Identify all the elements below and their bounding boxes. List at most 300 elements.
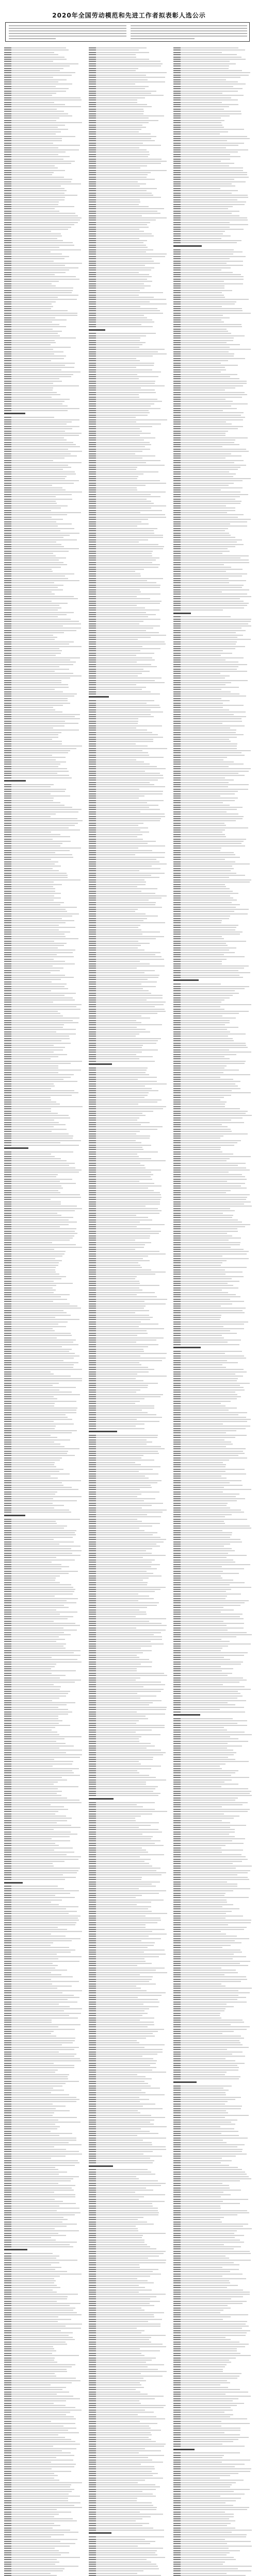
nominee-name — [89, 489, 96, 490]
nominee-entry — [4, 2097, 76, 2098]
nominee-name — [4, 2441, 11, 2442]
nominee-entry — [4, 306, 53, 307]
nominee-name — [4, 1038, 11, 1039]
nominee-entry — [4, 530, 60, 531]
nominee-entry — [4, 669, 69, 670]
nominee-name — [89, 927, 96, 928]
nominee-entry — [4, 693, 77, 694]
nominee-name — [4, 2044, 11, 2045]
nominee-name — [4, 2548, 11, 2549]
nominee-name — [89, 421, 96, 422]
nominee-name — [4, 1866, 11, 1867]
nominee-entry — [4, 272, 66, 273]
nominee-name — [4, 535, 11, 536]
nominee-name — [89, 1806, 96, 1807]
nominee-entry — [89, 195, 153, 196]
nominee-entry — [89, 1952, 144, 1953]
nominee-entry — [4, 1507, 54, 1509]
nominee-entry — [4, 1448, 79, 1449]
nominee-entry — [89, 2541, 155, 2542]
nominee-entry — [89, 1106, 166, 1107]
nominee-name — [89, 918, 96, 919]
nominee-entry — [4, 183, 81, 184]
nominee-entry — [89, 2078, 152, 2079]
nominee-name — [89, 850, 96, 851]
nominee-entry — [4, 77, 53, 78]
nominee-entry — [89, 961, 140, 962]
nominee-entry — [89, 1224, 165, 1225]
nominee-name — [89, 669, 96, 670]
nominee-name — [173, 145, 181, 146]
nominee-name — [4, 628, 11, 629]
nominee-name — [4, 1992, 11, 1993]
nominee-entry — [4, 1090, 74, 1091]
intro-line — [131, 36, 247, 37]
nominee-entry — [89, 2106, 143, 2107]
nominee-entry — [89, 183, 146, 184]
nominee-entry — [89, 888, 157, 889]
nominee-entry — [4, 1718, 58, 1719]
nominee-name — [89, 156, 96, 157]
nominee-name — [4, 761, 11, 762]
nominee-entry — [4, 1281, 54, 1282]
nominee-name — [4, 870, 11, 871]
nominee-entry — [89, 784, 154, 785]
nominee-entry — [173, 292, 222, 293]
nominee-name — [89, 2237, 96, 2238]
nominee-name — [89, 2371, 96, 2372]
nominee-name — [89, 1863, 96, 1864]
nominee-name — [89, 616, 96, 617]
nominee-name — [4, 1709, 11, 1710]
nominee-name — [89, 1408, 96, 1409]
nominee-entry — [4, 1866, 54, 1867]
nominee-entry — [4, 650, 62, 651]
nominee-entry — [89, 1262, 138, 1263]
nominee-entry — [89, 1303, 166, 1304]
nominee-entry — [89, 2416, 156, 2417]
nominee-name — [4, 431, 11, 432]
nominee-entry — [4, 961, 65, 962]
nominee-entry — [173, 261, 243, 262]
nominee-entry — [4, 1707, 58, 1708]
nominee-name — [89, 1727, 96, 1728]
nominee-name — [4, 1900, 11, 1901]
nominee-name — [4, 201, 11, 202]
nominee-name — [4, 1371, 11, 1372]
nominee-entry — [89, 1228, 151, 1229]
nominee-entry — [89, 1199, 160, 1200]
nominee-entry — [4, 1757, 80, 1758]
nominee-entry — [89, 841, 156, 842]
nominee-entry — [4, 392, 57, 393]
nominee-name — [4, 941, 11, 942]
nominee-entry — [4, 408, 79, 409]
nominee-entry — [4, 1956, 82, 1957]
nominee-entry — [89, 2292, 139, 2293]
nominee-name — [173, 97, 181, 98]
nominee-entry — [89, 1752, 166, 1753]
nominee-name — [4, 521, 11, 522]
nominee-entry — [89, 2455, 164, 2456]
nominee-entry — [89, 526, 137, 527]
nominee-entry — [89, 1480, 162, 1481]
nominee-entry — [4, 1244, 76, 1245]
nominee-entry — [89, 2076, 146, 2077]
nominee-name — [89, 1537, 96, 1538]
nominee-entry — [4, 310, 68, 311]
nominee-entry — [89, 761, 144, 762]
nominee-name — [4, 1521, 11, 1522]
nominee-entry — [4, 1342, 73, 1343]
nominee-name — [89, 800, 96, 801]
nominee-entry — [4, 1530, 76, 1531]
nominee-name — [4, 1494, 11, 1495]
nominee-name — [89, 1015, 96, 1016]
nominee-entry — [89, 306, 140, 307]
nominee-name — [89, 1825, 96, 1826]
nominee-entry — [4, 1274, 59, 1275]
nominee-entry — [4, 1054, 67, 1055]
nominee-entry — [89, 403, 154, 404]
nominee-name — [4, 1806, 11, 1807]
nominee-name — [89, 793, 96, 794]
nominee-entry — [89, 2208, 158, 2209]
nominee-entry — [4, 2287, 60, 2288]
nominee-name — [89, 970, 96, 971]
nominee-entry — [4, 1401, 76, 1402]
nominee-entry — [4, 165, 55, 166]
nominee-name — [89, 1777, 96, 1778]
nominee-entry — [89, 1578, 149, 1579]
nominee-entry — [4, 1188, 63, 1189]
nominee-name — [89, 1165, 96, 1166]
nominee-name — [4, 2342, 11, 2343]
nominee-entry — [4, 102, 54, 103]
nominee-entry — [89, 2056, 142, 2057]
nominee-name — [89, 374, 96, 375]
nominee-entry — [4, 1897, 75, 1898]
nominee-entry — [4, 1303, 70, 1304]
nominee-name — [4, 1548, 11, 1549]
nominee-name — [4, 2505, 11, 2506]
nominee-name — [89, 2235, 96, 2236]
nominee-entry — [89, 1609, 139, 1611]
nominee-entry — [4, 839, 53, 840]
nominee-name — [89, 791, 96, 792]
nominee-entry — [173, 251, 243, 252]
nominee-name — [4, 1827, 11, 1828]
nominee-name — [173, 156, 181, 157]
nominee-name — [4, 2330, 11, 2331]
nominee-entry — [89, 1251, 159, 1252]
nominee-name — [173, 54, 181, 55]
nominee-name — [89, 129, 96, 130]
nominee-entry — [4, 709, 55, 710]
nominee-entry — [89, 977, 158, 978]
nominee-name — [4, 807, 11, 808]
nominee-name — [89, 2509, 96, 2510]
nominee-entry — [4, 489, 66, 490]
nominee-name — [89, 836, 96, 837]
nominee-entry — [89, 365, 154, 366]
nominee-name — [4, 911, 11, 912]
nominee-name — [89, 2559, 96, 2560]
nominee-name — [89, 578, 96, 579]
nominee-entry — [173, 229, 244, 230]
nominee-entry — [4, 691, 63, 692]
nominee-entry — [4, 730, 79, 731]
nominee-name — [89, 2342, 96, 2343]
nominee-entry — [4, 1081, 77, 1082]
nominee-entry — [4, 671, 55, 672]
nominee-name — [89, 1231, 96, 1232]
nominee-name — [89, 1877, 96, 1878]
nominee-name — [89, 1587, 96, 1588]
nominee-entry — [4, 653, 61, 654]
nominee-name — [89, 2092, 96, 2093]
nominee-name — [4, 136, 11, 137]
nominee-name — [4, 1582, 11, 1583]
nominee-name — [4, 916, 11, 917]
nominee-name — [4, 204, 11, 205]
nominee-entry — [89, 1258, 143, 1259]
nominee-name — [89, 2303, 96, 2304]
nominee-name — [89, 1394, 96, 1395]
nominee-name — [89, 2455, 96, 2456]
nominee-entry — [173, 54, 237, 55]
nominee-entry — [89, 614, 156, 615]
nominee-entry — [89, 659, 155, 660]
nominee-name — [4, 1750, 11, 1751]
nominee-entry — [4, 317, 55, 318]
nominee-entry — [89, 253, 167, 255]
nominee-entry — [89, 954, 155, 955]
nominee-entry — [89, 2496, 156, 2497]
nominee-name — [89, 2262, 96, 2263]
nominee-name — [4, 2432, 11, 2433]
nominee-entry — [4, 340, 55, 341]
nominee-name — [4, 752, 11, 753]
nominee-name — [4, 816, 11, 817]
nominee-name — [89, 807, 96, 808]
nominee-name — [4, 2360, 11, 2361]
nominee-entry — [89, 467, 137, 468]
nominee-name — [4, 1482, 11, 1483]
nominee-name — [4, 1111, 11, 1112]
nominee-name — [4, 533, 11, 534]
nominee-entry — [89, 673, 142, 674]
nominee-entry — [89, 1568, 157, 1569]
nominee-name — [89, 1417, 96, 1418]
nominee-entry — [173, 72, 250, 73]
nominee-name — [4, 125, 11, 126]
nominee-name — [89, 1716, 96, 1717]
nominee-entry — [173, 57, 241, 58]
nominee-name — [4, 2060, 11, 2061]
nominee-entry — [89, 802, 147, 803]
nominee-entry — [4, 480, 79, 481]
nominee-name — [173, 201, 181, 202]
nominee-name — [89, 555, 96, 556]
nominee-entry — [4, 91, 66, 92]
nominee-name — [89, 1904, 96, 1905]
nominee-name — [4, 2013, 11, 2014]
nominee-entry — [4, 677, 70, 679]
nominee-entry — [89, 2543, 150, 2544]
nominee-name — [4, 1426, 11, 1427]
nominee-name — [4, 1222, 11, 1223]
nominee-name — [4, 965, 11, 967]
nominee-entry — [4, 251, 51, 252]
section-heading — [4, 780, 26, 782]
nominee-entry — [4, 1056, 58, 1057]
nominee-entry — [4, 605, 59, 606]
nominee-name — [4, 410, 11, 411]
nominee-entry — [4, 140, 62, 141]
nominee-name — [89, 2072, 96, 2073]
nominee-entry — [4, 492, 82, 493]
nominee-name — [89, 1328, 96, 1329]
nominee-entry — [4, 628, 81, 629]
section-heading — [4, 1147, 28, 1149]
nominee-entry — [173, 195, 248, 196]
nominee-name — [4, 691, 11, 692]
nominee-name — [89, 2310, 96, 2311]
nominee-entry — [4, 1120, 54, 1121]
nominee-name — [89, 1217, 96, 1218]
nominee-entry — [4, 1950, 75, 1951]
nominee-entry — [4, 421, 72, 422]
nominee-entry — [4, 1124, 66, 1125]
nominee-name — [89, 2502, 96, 2503]
nominee-name — [89, 1108, 96, 1109]
nominee-name — [89, 1242, 96, 1243]
nominee-name — [4, 1194, 11, 1195]
nominee-entry — [89, 646, 142, 647]
nominee-entry — [89, 1555, 166, 1556]
nominee-entry — [4, 444, 76, 445]
nominee-entry — [4, 1437, 57, 1438]
nominee-name — [173, 117, 181, 118]
nominee-name — [89, 557, 96, 558]
nominee-name — [4, 1997, 11, 1998]
nominee-entry — [89, 2282, 154, 2283]
nominee-entry — [89, 2418, 165, 2419]
nominee-name — [89, 2178, 96, 2179]
nominee-name — [89, 480, 96, 481]
nominee-name — [4, 1430, 11, 1431]
nominee-name — [4, 1079, 11, 1080]
nominee-entry — [4, 2407, 75, 2408]
nominee-entry — [4, 2430, 68, 2431]
nominee-name — [4, 290, 11, 291]
nominee-name — [89, 1730, 96, 1731]
nominee-entry — [4, 1634, 71, 1635]
nominee-entry — [173, 149, 248, 150]
nominee-name — [4, 1306, 11, 1307]
nominee-entry — [89, 1981, 149, 1982]
nominee-entry — [89, 109, 143, 110]
nominee-name — [89, 2496, 96, 2497]
nominee-name — [89, 365, 96, 366]
nominee-name — [4, 1979, 11, 1980]
nominee-entry — [4, 2267, 61, 2268]
nominee-entry — [4, 1394, 80, 1395]
nominee-entry — [4, 2112, 54, 2113]
nominee-entry — [89, 1437, 157, 1438]
nominee-entry — [4, 1822, 57, 1823]
nominee-name — [4, 1281, 11, 1282]
nominee-name — [4, 897, 11, 899]
nominee-name — [4, 768, 11, 769]
nominee-name — [4, 1120, 11, 1121]
nominee-name — [4, 2426, 11, 2427]
nominee-name — [89, 310, 96, 311]
nominee-entry — [89, 2378, 143, 2379]
nominee-name — [89, 1916, 96, 1917]
nominee-name — [4, 1172, 11, 1173]
nominee-name — [4, 2301, 11, 2302]
nominee-entry — [4, 1197, 81, 1198]
nominee-entry — [4, 845, 60, 846]
nominee-name — [89, 1002, 96, 1003]
nominee-name — [4, 2058, 11, 2059]
nominee-entry — [89, 2036, 155, 2037]
nominee-name — [89, 1874, 96, 1875]
nominee-name — [89, 882, 96, 883]
nominee-entry — [4, 2047, 79, 2048]
nominee-entry — [4, 1210, 75, 1211]
nominee-name — [89, 1659, 96, 1660]
nominee-name — [4, 240, 11, 241]
nominee-name — [4, 682, 11, 683]
nominee-entry — [89, 748, 167, 749]
nominee-name — [173, 263, 181, 264]
nominee-entry — [4, 2042, 73, 2043]
nominee-entry — [89, 1018, 150, 1019]
nominee-entry — [4, 587, 58, 588]
nominee-entry — [89, 274, 149, 275]
nominee-name — [89, 1133, 96, 1134]
nominee-entry — [89, 247, 148, 248]
nominee-entry — [173, 151, 238, 152]
nominee-name — [89, 95, 96, 96]
nominee-entry — [89, 1011, 166, 1012]
nominee-entry — [89, 999, 147, 1001]
nominee-name — [173, 285, 181, 286]
nominee-entry — [89, 2310, 144, 2311]
nominee-name — [89, 2346, 96, 2347]
nominee-name — [89, 324, 96, 325]
nominee-name — [89, 2115, 96, 2116]
nominee-name — [4, 575, 11, 577]
nominee-name — [89, 1249, 96, 1250]
nominee-entry — [89, 1396, 160, 1397]
nominee-name — [4, 2369, 11, 2370]
nominee-name — [4, 2362, 11, 2363]
nominee-entry — [4, 240, 63, 241]
nominee-entry — [4, 832, 51, 833]
nominee-entry — [4, 2326, 66, 2327]
nominee-name — [4, 397, 11, 398]
nominee-entry — [4, 99, 82, 100]
nominee-name — [89, 1401, 96, 1402]
nominee-entry — [4, 2081, 79, 2082]
nominee-name — [89, 950, 96, 951]
nominee-name — [4, 2176, 11, 2177]
nominee-entry — [89, 1702, 153, 1703]
